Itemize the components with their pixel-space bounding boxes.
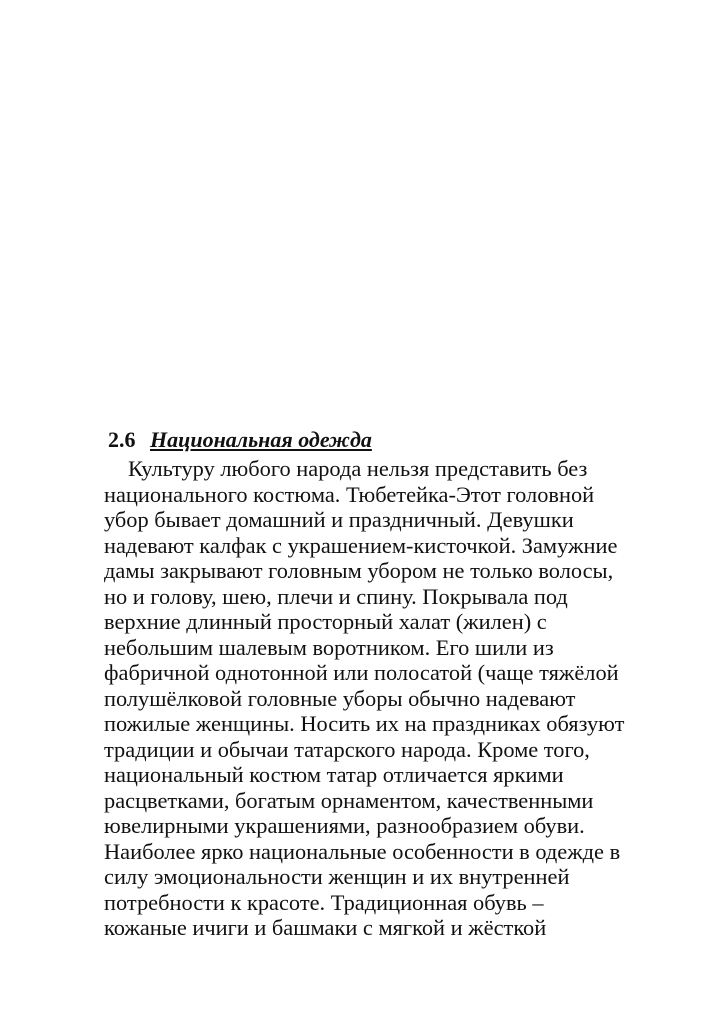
text-line: надевают калфак с украшением-кисточкой. Замужние — [104, 532, 618, 558]
text-line: традиции и обычаи татарского народа. Кроме того, — [104, 736, 590, 762]
text-line: ювелирными украшениями, разнообразием обуви. — [104, 813, 585, 838]
text-line: небольшим шалевым воротником. Его шили из — [104, 634, 554, 660]
text-line: потребности к красоте. Традиционная обувь – — [104, 889, 544, 915]
text-line: национальный костюм татар отличается яркими — [104, 762, 564, 787]
text-line: национального костюма. Тюбетейка-Этот головной — [104, 481, 595, 507]
section-number: 2.6 — [108, 427, 136, 452]
text-line: верхние длинный просторный халат (жилен) с — [104, 609, 547, 634]
text-line: убор бывает домашний и праздничный. Девушки — [104, 507, 574, 532]
text-line: но и голову, шею, плечи и спину. Покрывала под — [104, 583, 568, 609]
section-title: Национальная одежда — [150, 427, 372, 452]
text-line: дамы закрывают головным убором не только волосы, — [104, 558, 614, 583]
text-line: пожилые женщины. Носить их на праздниках обязуют — [104, 711, 625, 736]
section-heading — [108, 427, 372, 453]
text-line: расцветками, богатым орнаментом, качественными — [104, 787, 594, 813]
text-line: кожаные ичиги и башмаки с мягкой и жёсткой — [104, 915, 547, 940]
text-line: фабричной однотонной или полосатой (чаще тяжёлой — [104, 660, 619, 685]
text-line: силу эмоциональности женщин и их внутренней — [104, 864, 570, 889]
text-line: Культуру любого народа нельзя представить без — [128, 456, 588, 481]
text-line: полушёлковой головные уборы обычно надевают — [104, 685, 576, 711]
text-line: Наиболее ярко национальные особенности в одежде в — [104, 838, 621, 864]
paragraph — [104, 456, 704, 941]
